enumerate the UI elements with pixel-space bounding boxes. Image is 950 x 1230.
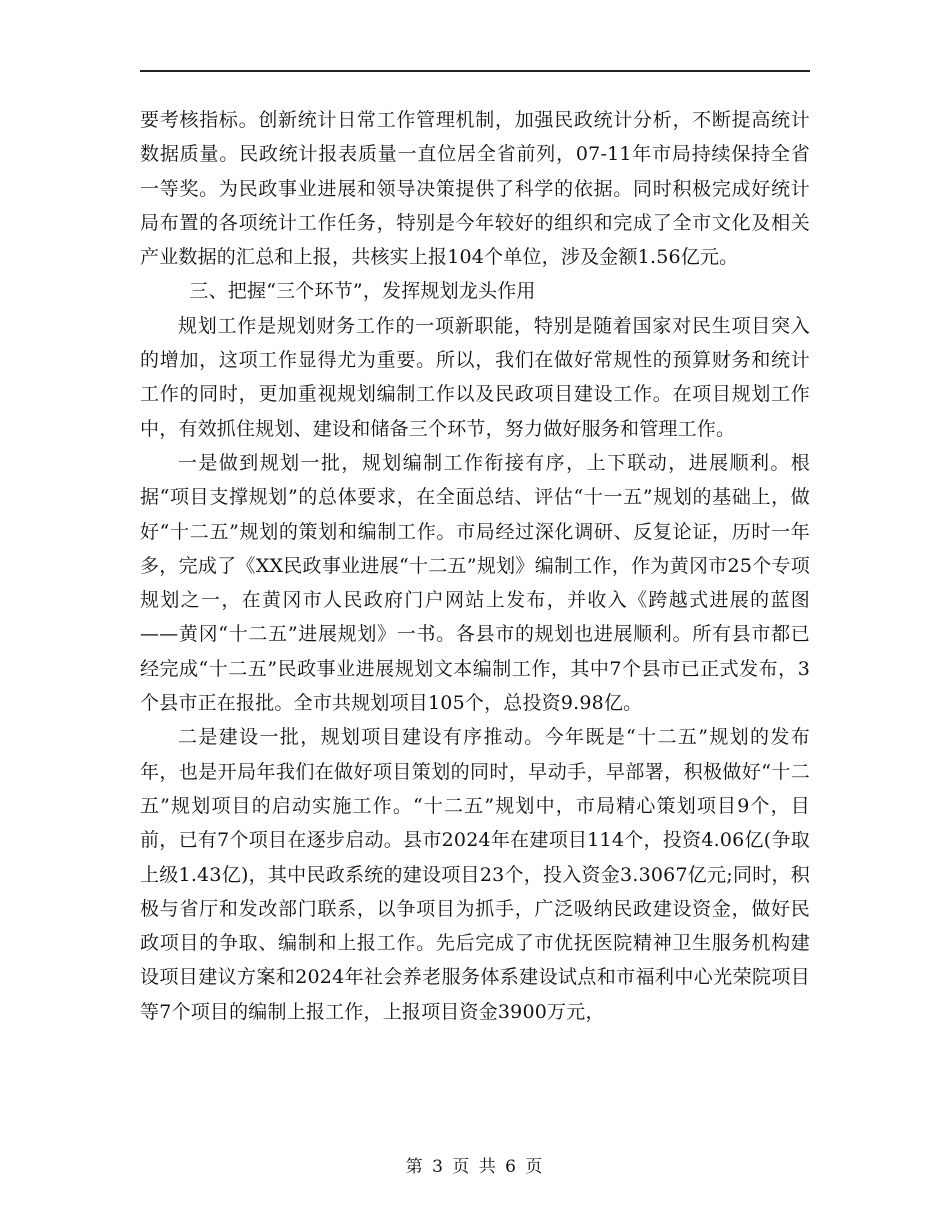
paragraph-planning-batch: 一是做到规划一批，规划编制工作衔接有序，上下联动，进展顺利。根据“项目支撑规划”的总体要求，在全面总结、评估“十一五”规划的基础上，做好“十二五”规划的策划和编制工作。市局经过深化调研、反复论证，历时一年多，完成了《XX民政事业进展“十二五”规划》编制工作，作为黄冈市25个专项规划之一，在黄冈市人民政府门户网站上发布，并收入《跨越式进展的蓝图——黄冈“十二五”进展规划》一书。各县市的规划也进展顺利。所有县市都已经完成“十二五”民政事业进展规划文本编制工作，其中7个县市已正式发布，3个县市正在报批。全市共规划项目105个，总投资9.98亿。 [140,451,810,715]
page-number-footer: 第 3 页 共 6 页 [405,1157,545,1177]
paragraph-construction-batch: 二是建设一批，规划项目建设有序推动。今年既是“十二五”规划的发布年，也是开局年我们在做好项目策划的同时，早动手，早部署，积极做好“十二五”规划项目的启动实施工作。“十二五”规划中，市局精心策划项目9个，目前，已有7个项目在逐步启动。县市2024年在建项目114个，投资4.06亿(争取上级1.43亿)，其中民政系统的建设项目23个，投入资金3.3067亿元;同时，积极与省厅和发改部门联系，以争项目为抓手，广泛吸纳民政建设资金，做好民政项目的争取、编制和上报工作。先后完成了市优抚医院精神卫生服务机构建设项目建议方案和2024年社会养老服务体系建设试点和市福利中心光荣院项目等7个项目的编制上报工作，上报项目资金3900万元， [140,726,810,1023]
paragraph-planning-intro: 规划工作是规划财务工作的一项新职能，特别是随着国家对民生项目突入的增加，这项工作显得尤为重要。所以，我们在做好常规性的预算财务和统计工作的同时，更加重视规划编制工作以及民政项目建设工作。在项目规划工作中，有效抓住规划、建设和储备三个环节，努力做好服务和管理工作。 [140,314,810,440]
paragraph-continuation: 要考核指标。创新统计日常工作管理机制，加强民政统计分析，不断提高统计数据质量。民政统计报表质量一直位居全省前列，07-11年市局持续保持全省一等奖。为民政事业进展和领导决策提供了科学的依据。同时积极完成好统计局布置的各项统计工作任务，特别是今年较好的组织和完成了全市文化及相关产业数据的汇总和上报，共核实上报104个单位，涉及金额1.56亿元。 [140,109,810,269]
header-rule [140,70,810,72]
section-heading: 三、把握“三个环节”，发挥规划龙头作用 [189,280,536,303]
document-body [140,103,810,1029]
